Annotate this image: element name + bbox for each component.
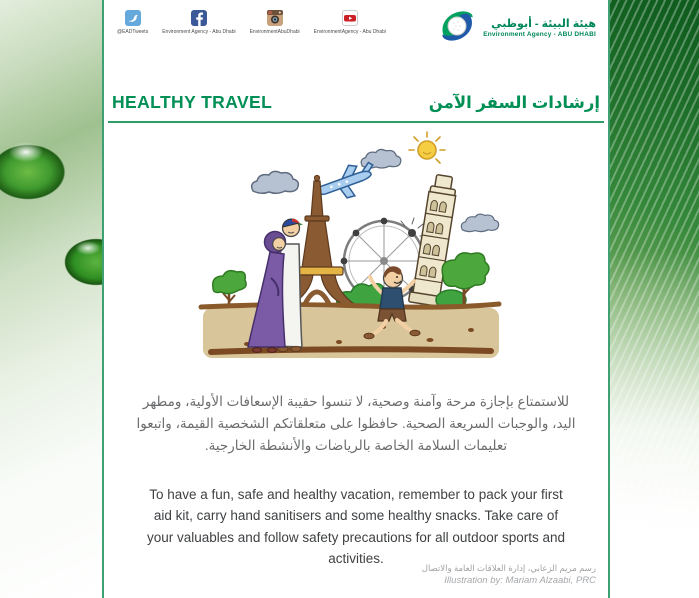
arabic-paragraph: للاستمتاع بإجازة مرحة وآمنة وصحية، لا تنسوا حقيبة الإسعافات الأولية، ومطهر اليد، والوجبات السريعة الصحية. حافظوا على متعلقاتكم الشخصية القيمة، واتبعوا تعليمات السلامة الخاصة بالرياضات والأنشطة الخارجية. [136, 393, 576, 453]
youtube-icon[interactable] [342, 10, 358, 26]
twitter-handle: @EADTweets [117, 29, 149, 35]
ead-logo-english: Environment Agency - ABU DHABI [483, 31, 596, 39]
social-media-row [117, 10, 386, 35]
instagram-icon[interactable] [267, 10, 283, 26]
page-title-arabic: إرشادات السفر الآمن [428, 94, 600, 112]
youtube-link[interactable] [314, 10, 386, 35]
ground [201, 304, 499, 358]
leaf-blades-background [610, 0, 699, 598]
english-paragraph: To have a fun, safe and healthy vacation, remember to pack your first aid kit, carry hand sanitisers and some healthy snacks. Take care of your valuables and follow safety precautions for all outdoor sports and activities. [147, 486, 565, 566]
twitter-icon[interactable] [125, 10, 141, 26]
mother-figure [248, 232, 286, 353]
ead-swoosh-icon [437, 8, 477, 49]
travel-illustration [187, 128, 517, 368]
page-title-english: HEALTHY TRAVEL [112, 92, 273, 112]
instagram-link[interactable] [250, 10, 300, 35]
ead-logo [437, 8, 596, 49]
airplane-icon [314, 162, 376, 202]
illustration-credit [422, 563, 596, 586]
cloud-icon [252, 171, 299, 193]
credit-english: Illustration by: Mariam Alzaabi, PRC [444, 575, 596, 586]
section-titlebar [112, 92, 600, 113]
sun-icon [409, 132, 445, 163]
facebook-icon[interactable] [191, 10, 207, 26]
cloud-icon [461, 214, 498, 232]
ead-logo-arabic: هيئة البيئة - أبوظبي [491, 18, 596, 31]
leaf-droplets-background [0, 0, 102, 598]
youtube-handle: EnvironmentAgency - Abu Dhabi [313, 29, 386, 35]
content-panel [102, 0, 610, 598]
facebook-handle: Environment Agency - Abu Dhabi [162, 29, 236, 35]
facebook-link[interactable] [162, 10, 235, 35]
credit-arabic: رسم مريم الزعابي، إدارة العلاقات العامة والاتصال [421, 563, 596, 573]
title-divider-line [108, 121, 604, 123]
twitter-link[interactable] [117, 10, 148, 35]
instagram-handle: EnvironmentAbuDhabi [249, 29, 300, 35]
ead-logo-text [483, 18, 596, 38]
